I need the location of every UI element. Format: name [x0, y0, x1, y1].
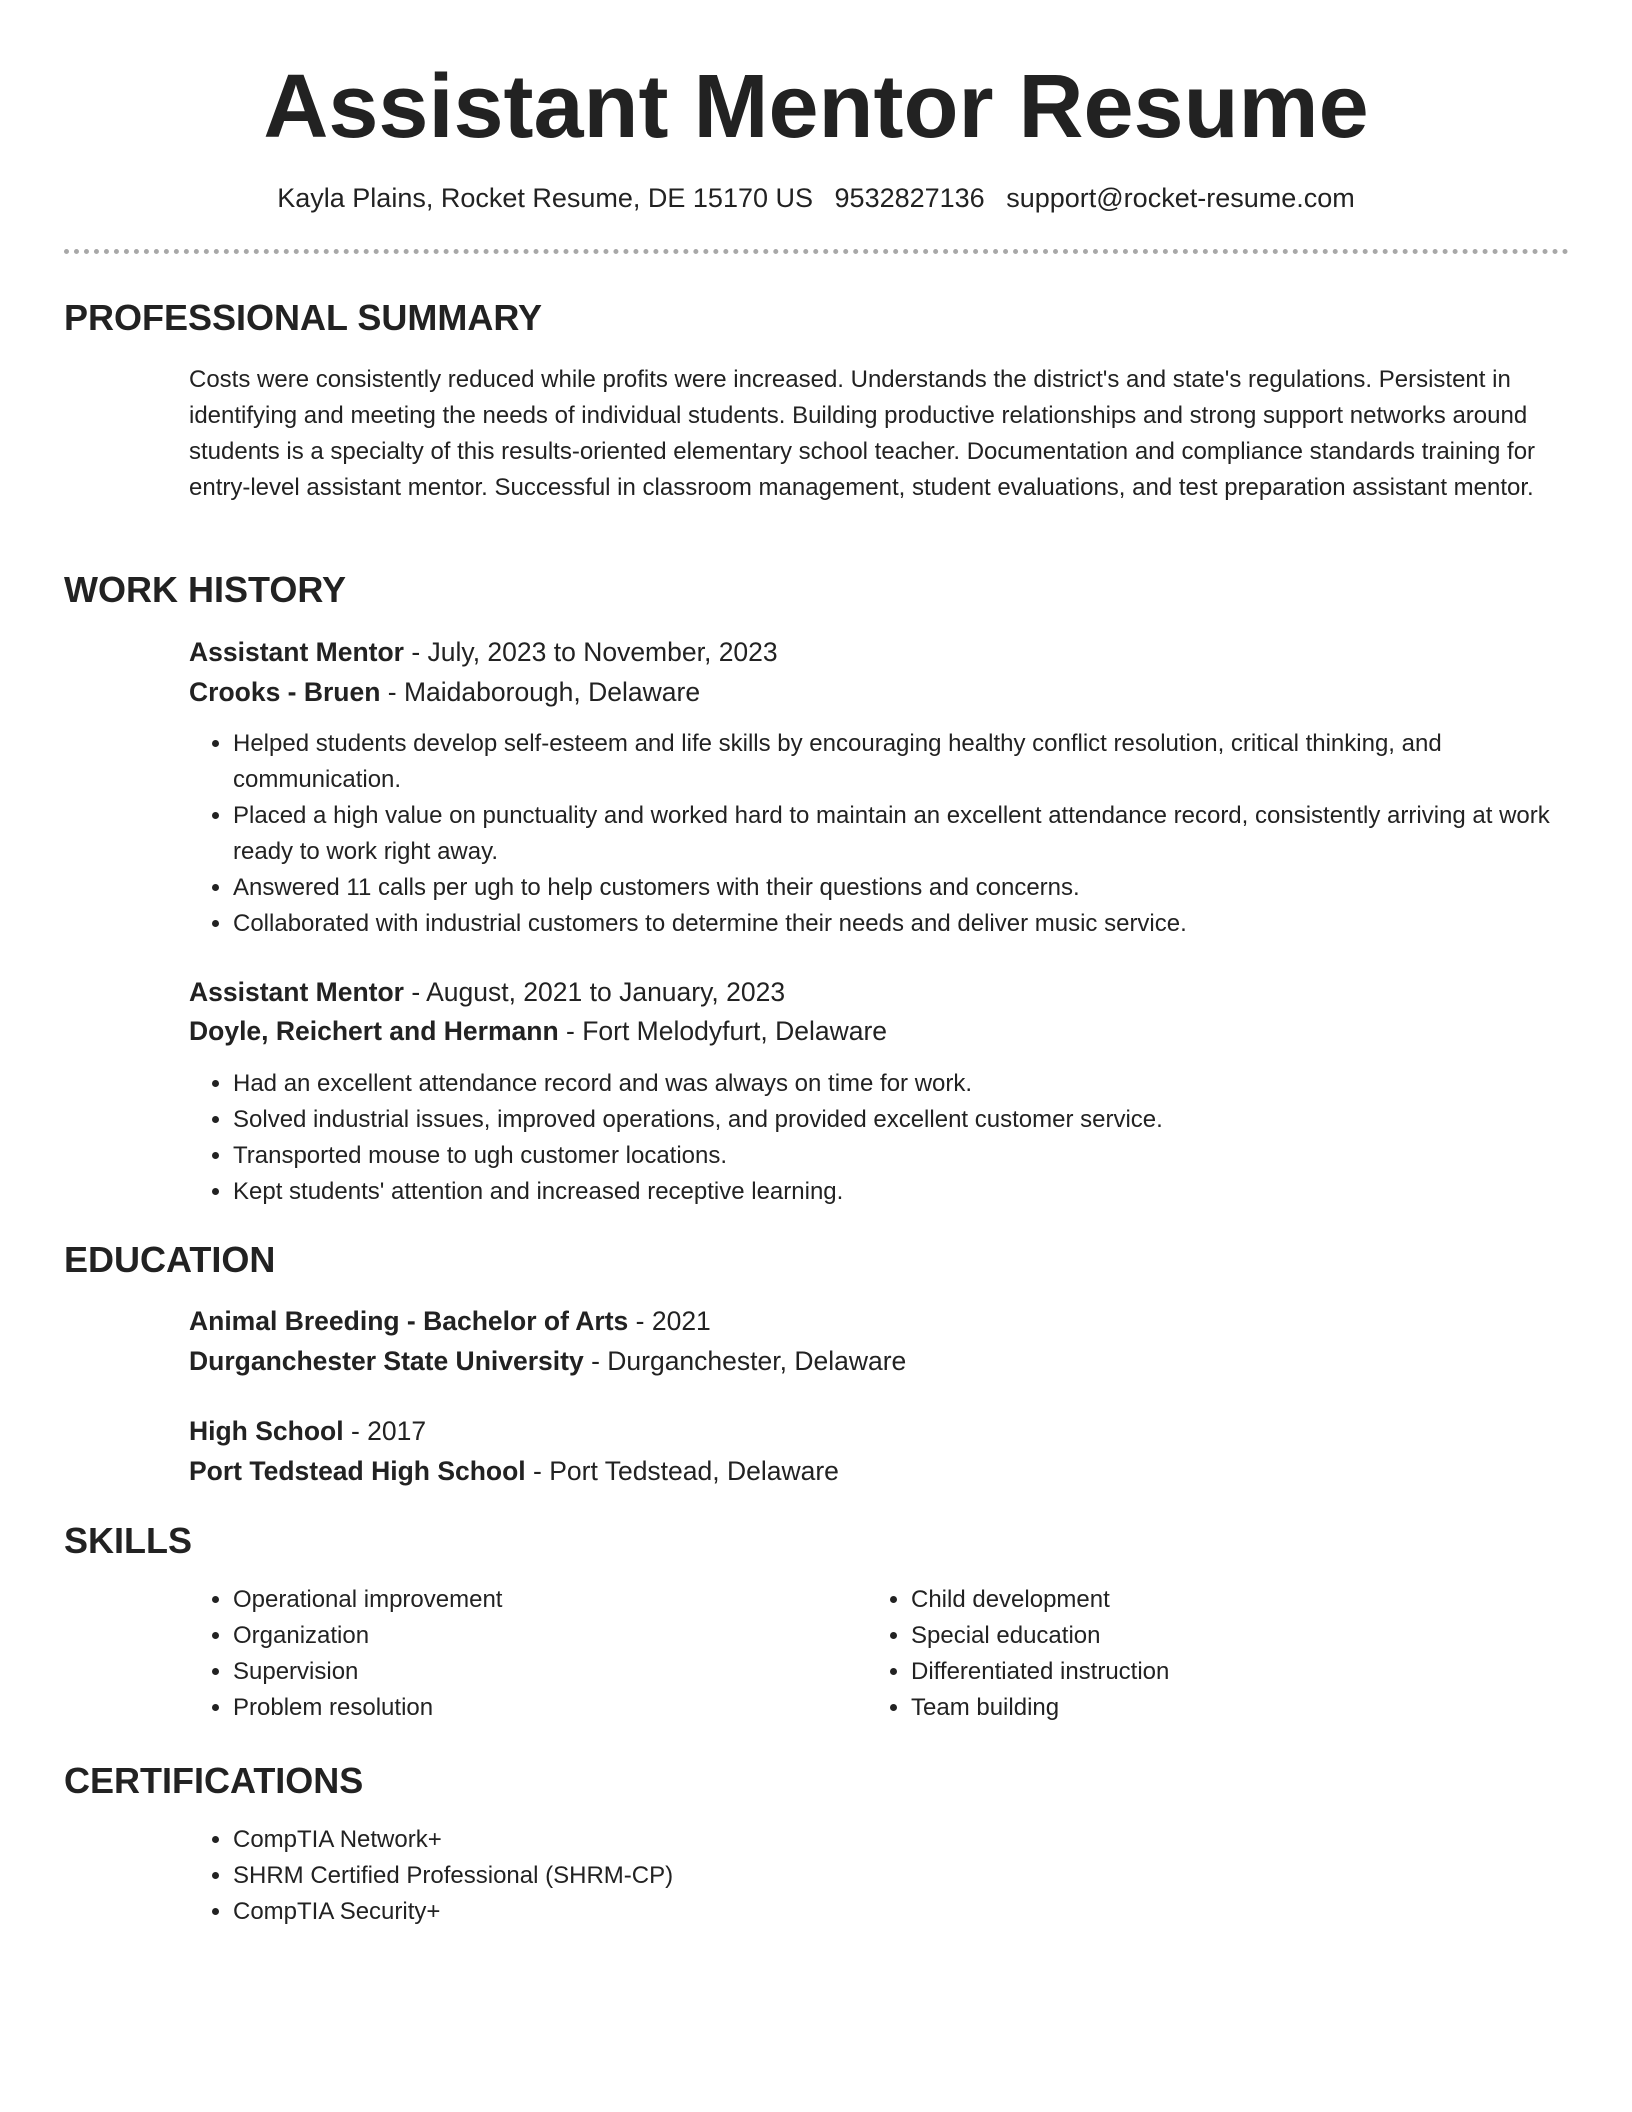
edu-1-degree: Animal Breeding - Bachelor of Arts [189, 1306, 629, 1336]
job-2-dates: - August, 2021 to January, 2023 [403, 977, 786, 1007]
edu-1-year: - 2021 [628, 1306, 711, 1336]
job-1-company: Crooks - Bruen [189, 677, 381, 707]
list-item: • Helped students develop self-esteem and life skills by encouraging healthy conflict resolution, critical thinking, and communication. [233, 726, 1569, 798]
list-item: • Had an excellent attendance record and was always on time for work. [233, 1066, 1569, 1102]
list-item: • SHRM Certified Professional (SHRM-CP) [233, 1858, 1569, 1894]
list-item: • Problem resolution [233, 1690, 859, 1726]
job-1-title-line [189, 632, 778, 672]
job-2-location: - Fort Melodyfurt, Delaware [558, 1016, 888, 1046]
list-item: • Transported mouse to ugh customer locations. [233, 1138, 1569, 1174]
skills-list-left [189, 1582, 859, 1726]
list-item: • Placed a high value on punctuality and worked hard to maintain an excellent attendance record, consistently arriving at work ready to work right away. [233, 798, 1569, 870]
summary-heading: PROFESSIONAL SUMMARY [64, 297, 543, 338]
job-1-title: Assistant Mentor [189, 637, 404, 667]
list-item: • Child development [911, 1582, 1567, 1618]
edu-1-degree-line [189, 1301, 711, 1341]
education-heading: EDUCATION [64, 1239, 276, 1280]
summary-text: Costs were consistently reduced while profits were increased. Understands the district's and state's regulations. Persistent in identifying and meeting the needs of individual students. Building productive relationships and strong support networks around students is a specialty of this results-oriented elementary school teacher. Documentation and compliance standards training for entry-level assistant mentor. Successful in classroom management, student evaluations, and test preparation assistant mentor. [189, 366, 1536, 501]
job-1-company-line [189, 672, 700, 712]
list-item: • Collaborated with industrial customers to determine their needs and deliver music service. [233, 906, 1569, 942]
edu-1-location: - Durganchester, Delaware [583, 1346, 907, 1376]
list-item: • CompTIA Network+ [233, 1822, 1569, 1858]
job-2-bullets [189, 1066, 1569, 1210]
list-item: • Organization [233, 1618, 859, 1654]
job-2-company: Doyle, Reichert and Hermann [189, 1016, 559, 1046]
contact-line [0, 178, 1632, 218]
contact-address: Kayla Plains, Rocket Resume, DE 15170 US [277, 183, 814, 213]
edu-2-school-line [189, 1451, 839, 1491]
list-item: • Special education [911, 1618, 1567, 1654]
list-item: • Kept students' attention and increased receptive learning. [233, 1174, 1569, 1210]
contact-email: support@rocket-resume.com [1006, 183, 1355, 213]
contact-phone: 9532827136 [834, 183, 985, 213]
job-2-company-line [189, 1011, 887, 1051]
list-item: • CompTIA Security+ [233, 1894, 1569, 1930]
list-item: • Operational improvement [233, 1582, 859, 1618]
certifications-heading: CERTIFICATIONS [64, 1760, 364, 1801]
skills-heading: SKILLS [64, 1520, 193, 1561]
job-1-location: - Maidaborough, Delaware [380, 677, 701, 707]
edu-2-degree-line [189, 1411, 426, 1451]
job-1-dates: - July, 2023 to November, 2023 [403, 637, 778, 667]
list-item: • Solved industrial issues, improved operations, and provided excellent customer service. [233, 1102, 1569, 1138]
edu-2-degree: High School [189, 1416, 344, 1446]
edu-2-location: - Port Tedstead, Delaware [525, 1456, 839, 1486]
edu-2-school: Port Tedstead High School [189, 1456, 526, 1486]
job-2-title: Assistant Mentor [189, 977, 404, 1007]
certifications-list [189, 1822, 1569, 1930]
edu-1-school: Durganchester State University [189, 1346, 584, 1376]
job-1-bullets [189, 726, 1569, 942]
edu-2-year: - 2017 [343, 1416, 427, 1446]
edu-1-school-line [189, 1341, 906, 1381]
skills-list-right [867, 1582, 1567, 1726]
header-divider [64, 249, 1569, 254]
list-item: • Differentiated instruction [911, 1654, 1567, 1690]
job-2-title-line [189, 972, 785, 1012]
list-item: • Supervision [233, 1654, 859, 1690]
work-history-heading: WORK HISTORY [64, 569, 347, 610]
page-title: Assistant Mentor Resume [263, 57, 1369, 157]
list-item: • Team building [911, 1690, 1567, 1726]
list-item: • Answered 11 calls per ugh to help customers with their questions and concerns. [233, 870, 1569, 906]
